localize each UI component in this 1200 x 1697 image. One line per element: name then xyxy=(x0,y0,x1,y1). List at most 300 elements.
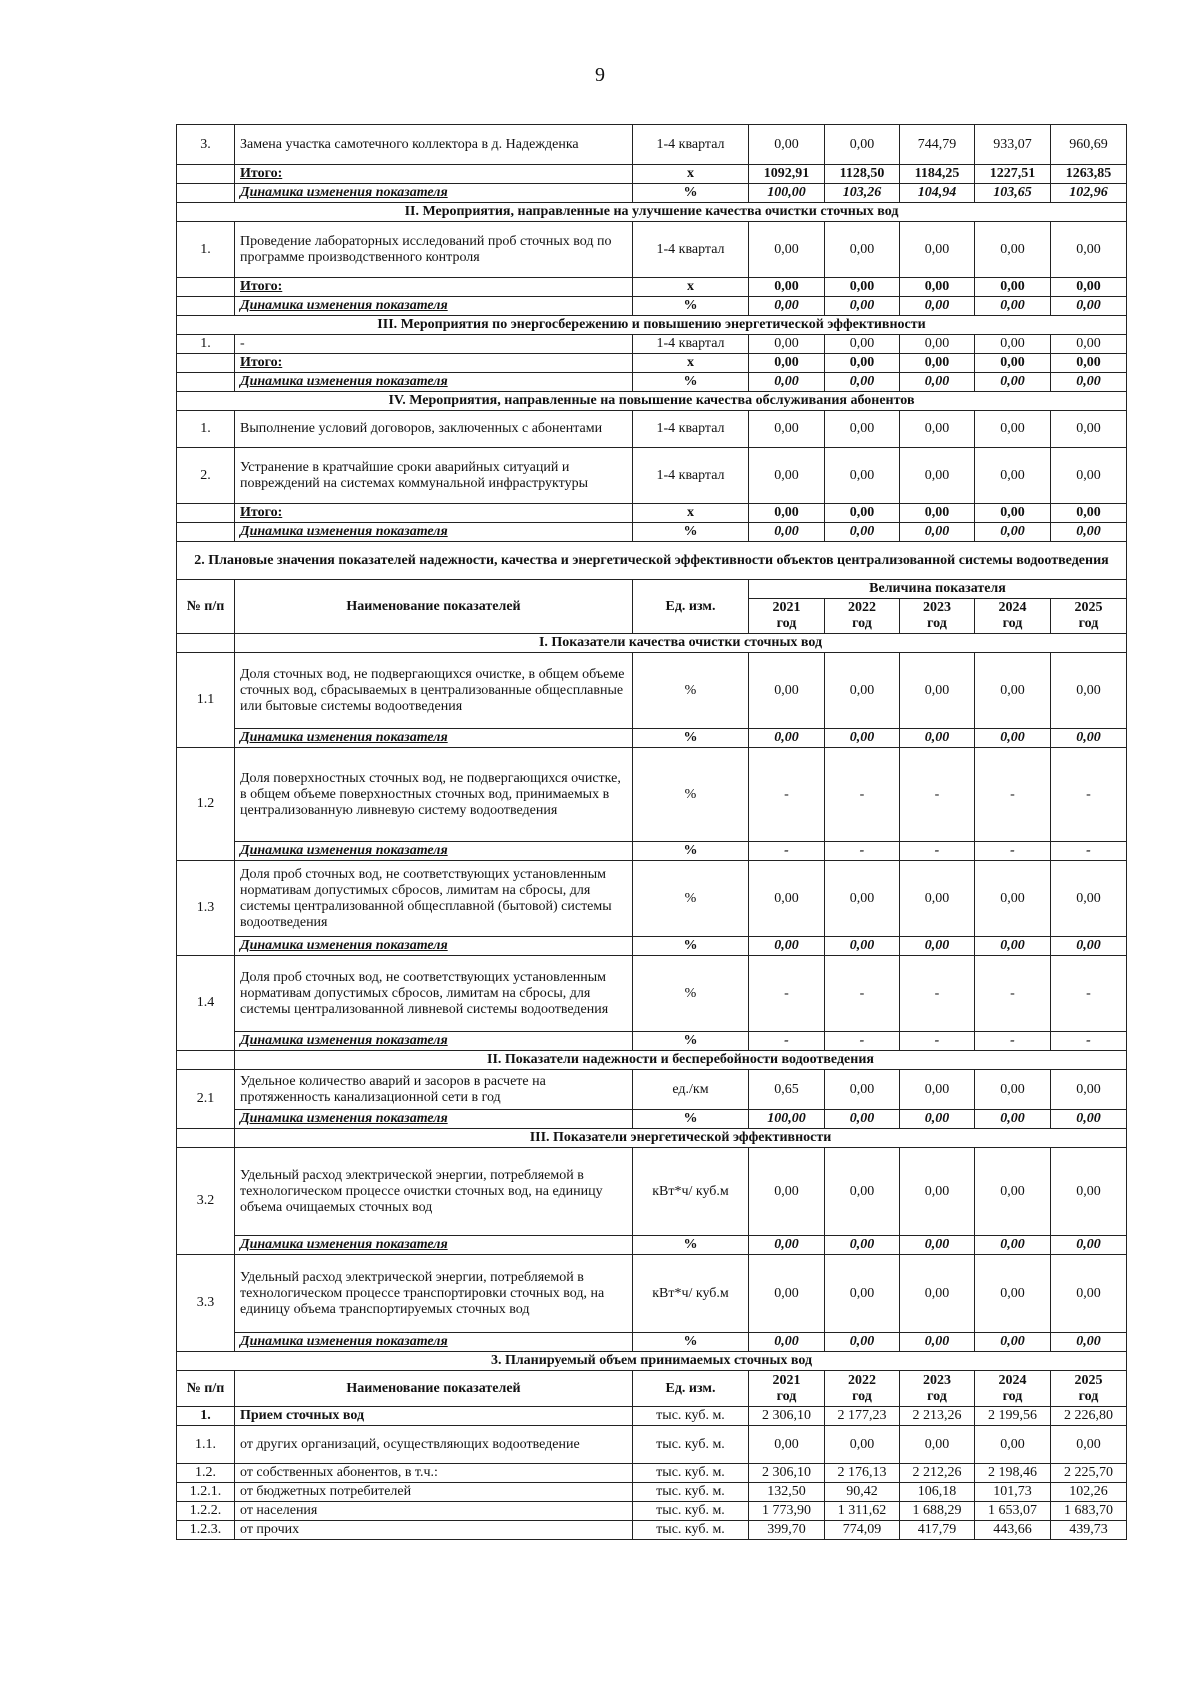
value-cell: 0,00 xyxy=(975,1110,1051,1129)
year-label: 2025 xyxy=(1074,600,1103,615)
table-row xyxy=(177,316,1127,335)
section-title: II. Показатели надежности и бесперебойности водоотведения xyxy=(235,1051,1127,1070)
value-cell: 0,00 xyxy=(749,278,825,297)
activity-name: - xyxy=(235,335,633,354)
value-cell: - xyxy=(975,748,1051,842)
total-label: Итого: xyxy=(235,165,633,184)
value-cell: 0,00 xyxy=(749,1236,825,1255)
value-cell: 0,00 xyxy=(975,1255,1051,1333)
indicator-number: 3.3 xyxy=(177,1255,235,1352)
year-word: год xyxy=(776,1388,797,1404)
value-cell: 0,00 xyxy=(975,373,1051,392)
value-cell: 399,70 xyxy=(749,1521,825,1540)
unit-cell: тыс. куб. м. xyxy=(633,1426,749,1464)
value-cell: 0,00 xyxy=(1051,373,1127,392)
value-cell: 0,00 xyxy=(900,861,975,937)
value-cell: 0,00 xyxy=(825,729,900,748)
part2-title: 2. Плановые значения показателей надежности, качества и энергетической эффективности объектов централизованной системы водоотведения xyxy=(177,542,1127,580)
value-cell: 1 653,07 xyxy=(975,1502,1051,1521)
empty-cell xyxy=(177,523,235,542)
value-cell: 0,00 xyxy=(749,523,825,542)
value-cell: - xyxy=(900,748,975,842)
table-row xyxy=(177,1464,1127,1483)
year-word: год xyxy=(852,1388,872,1404)
value-cell: 0,00 xyxy=(900,354,975,373)
value-cell: 0,00 xyxy=(825,861,900,937)
value-cell: - xyxy=(975,1032,1051,1051)
value-cell: 101,73 xyxy=(975,1483,1051,1502)
value-cell: 2 199,56 xyxy=(975,1407,1051,1426)
value-cell: 0,00 xyxy=(749,411,825,448)
indicator-name: Удельный расход электрической энергии, потребляемой в технологическом процессе очистки сточных вод, на единицу объема очищаемых сточных вод xyxy=(235,1148,633,1236)
value-cell: 0,00 xyxy=(900,729,975,748)
table-row xyxy=(177,580,1127,599)
value-cell: 0,00 xyxy=(900,222,975,278)
header-year xyxy=(900,1371,975,1407)
value-cell: 0,00 xyxy=(1051,297,1127,316)
value-cell: 2 226,80 xyxy=(1051,1407,1127,1426)
unit-cell: % xyxy=(633,748,749,842)
table-row xyxy=(177,729,1127,748)
value-cell: 0,00 xyxy=(975,653,1051,729)
period-cell: 1-4 квартал xyxy=(633,222,749,278)
total-label: Итого: xyxy=(235,354,633,373)
empty-cell xyxy=(177,297,235,316)
value-cell: 0,00 xyxy=(1051,937,1127,956)
unit-cell: % xyxy=(633,1333,749,1352)
table-row xyxy=(177,411,1127,448)
dynamics-label: Динамика изменения показателя xyxy=(235,842,633,861)
unit-cell: % xyxy=(633,861,749,937)
unit-cell: тыс. куб. м. xyxy=(633,1521,749,1540)
unit-cell: % xyxy=(633,184,749,203)
value-cell: 0,00 xyxy=(975,861,1051,937)
table-row xyxy=(177,125,1127,165)
table-row xyxy=(177,1521,1127,1540)
value-cell: 0,00 xyxy=(975,1333,1051,1352)
value-cell: 0,00 xyxy=(749,448,825,504)
value-cell: 0,00 xyxy=(1051,523,1127,542)
value-cell: 2 212,26 xyxy=(900,1464,975,1483)
value-cell: 2 225,70 xyxy=(1051,1464,1127,1483)
value-cell: 0,00 xyxy=(749,125,825,165)
section-title: I. Показатели качества очистки сточных вод xyxy=(235,634,1127,653)
empty-cell xyxy=(177,634,235,653)
table-row xyxy=(177,653,1127,729)
dynamics-label: Динамика изменения показателя xyxy=(235,1110,633,1129)
value-cell: - xyxy=(900,842,975,861)
value-cell: 103,26 xyxy=(825,184,900,203)
value-cell: 0,00 xyxy=(900,1110,975,1129)
value-cell: - xyxy=(749,748,825,842)
row-number: 1. xyxy=(177,1407,235,1426)
table-row xyxy=(177,297,1127,316)
indicator-name: Удельное количество аварий и засоров в расчете на протяженность канализационной сети в год xyxy=(235,1070,633,1110)
header-name: Наименование показателей xyxy=(235,580,633,634)
year-label: 2024 xyxy=(998,600,1027,615)
value-cell: 0,00 xyxy=(825,653,900,729)
value-cell: 2 213,26 xyxy=(900,1407,975,1426)
table-row xyxy=(177,1051,1127,1070)
header-year xyxy=(749,1371,825,1407)
value-cell: 0,00 xyxy=(900,335,975,354)
table-row xyxy=(177,1032,1127,1051)
value-cell: - xyxy=(749,1032,825,1051)
indicator-number: 3.2 xyxy=(177,1148,235,1255)
total-label: Итого: xyxy=(235,504,633,523)
value-cell: 0,00 xyxy=(975,1236,1051,1255)
value-cell: 0,00 xyxy=(975,1426,1051,1464)
unit-cell: кВт*ч/ куб.м xyxy=(633,1255,749,1333)
value-cell: 1 773,90 xyxy=(749,1502,825,1521)
table-row xyxy=(177,634,1127,653)
value-cell: 1128,50 xyxy=(825,165,900,184)
value-cell: 443,66 xyxy=(975,1521,1051,1540)
total-label: Итого: xyxy=(235,278,633,297)
table-row xyxy=(177,373,1127,392)
section-title: IV. Мероприятия, направленные на повышение качества обслуживания абонентов xyxy=(177,392,1127,411)
section-title: III. Мероприятия по энергосбережению и повышению энергетической эффективности xyxy=(177,316,1127,335)
unit-cell: тыс. куб. м. xyxy=(633,1407,749,1426)
value-cell: 1 311,62 xyxy=(825,1502,900,1521)
value-cell: 0,00 xyxy=(900,297,975,316)
header-num: № п/п xyxy=(177,580,235,634)
value-cell: - xyxy=(1051,842,1127,861)
activity-name: Замена участка самотечного коллектора в д. Надежденка xyxy=(235,125,633,165)
year-word: год xyxy=(927,1388,947,1404)
year-word: год xyxy=(927,616,947,631)
empty-cell xyxy=(177,184,235,203)
value-cell: 0,00 xyxy=(825,1255,900,1333)
volume-name: от бюджетных потребителей xyxy=(235,1483,633,1502)
value-cell: - xyxy=(1051,1032,1127,1051)
year-label: 2021 xyxy=(772,600,801,615)
value-cell: - xyxy=(825,956,900,1032)
table-row xyxy=(177,165,1127,184)
document-table xyxy=(176,124,1127,1540)
value-cell: 0,00 xyxy=(1051,1148,1127,1236)
table-row xyxy=(177,504,1127,523)
value-cell: 0,00 xyxy=(749,937,825,956)
activity-name: Проведение лабораторных исследований проб сточных вод по программе производственного контроля xyxy=(235,222,633,278)
value-cell: 1092,91 xyxy=(749,165,825,184)
year-label: 2025 xyxy=(1074,1372,1103,1388)
value-cell: 0,00 xyxy=(749,1255,825,1333)
unit-cell: тыс. куб. м. xyxy=(633,1502,749,1521)
value-cell: 0,00 xyxy=(1051,653,1127,729)
unit-cell: % xyxy=(633,937,749,956)
table-row xyxy=(177,1502,1127,1521)
value-cell: 0,00 xyxy=(975,1148,1051,1236)
period-cell: 1-4 квартал xyxy=(633,448,749,504)
value-cell: 0,00 xyxy=(1051,354,1127,373)
header-unit: Ед. изм. xyxy=(633,1371,749,1407)
value-cell: 0,00 xyxy=(825,1333,900,1352)
period-cell: 1-4 квартал xyxy=(633,335,749,354)
unit-cell: % xyxy=(633,842,749,861)
unit-cell: ед./км xyxy=(633,1070,749,1110)
year-word: год xyxy=(776,616,797,631)
unit-cell: % xyxy=(633,653,749,729)
value-cell: 2 306,10 xyxy=(749,1407,825,1426)
header-year xyxy=(975,1371,1051,1407)
value-cell: 0,00 xyxy=(1051,861,1127,937)
unit-cell: % xyxy=(633,1236,749,1255)
value-cell: 0,00 xyxy=(825,1110,900,1129)
period-cell: 1-4 квартал xyxy=(633,411,749,448)
value-cell: 0,00 xyxy=(749,1426,825,1464)
value-cell: 0,00 xyxy=(1051,504,1127,523)
value-cell: 2 177,23 xyxy=(825,1407,900,1426)
value-cell: 0,00 xyxy=(975,937,1051,956)
table-row xyxy=(177,1352,1127,1371)
value-cell: 0,00 xyxy=(900,448,975,504)
value-cell: 0,00 xyxy=(900,1070,975,1110)
value-cell: 0,00 xyxy=(1051,1236,1127,1255)
value-cell: 0,00 xyxy=(749,373,825,392)
value-cell: 0,00 xyxy=(749,1333,825,1352)
year-word: год xyxy=(852,616,872,631)
empty-cell xyxy=(177,165,235,184)
row-number: 1.2. xyxy=(177,1464,235,1483)
volume-name: от прочих xyxy=(235,1521,633,1540)
unit-cell: тыс. куб. м. xyxy=(633,1464,749,1483)
value-cell: 0,00 xyxy=(1051,1255,1127,1333)
value-cell: 0,00 xyxy=(900,523,975,542)
table-row xyxy=(177,1129,1127,1148)
value-cell: 0,00 xyxy=(975,504,1051,523)
dynamics-label: Динамика изменения показателя xyxy=(235,373,633,392)
value-cell: 0,00 xyxy=(825,523,900,542)
unit-cell: x xyxy=(633,165,749,184)
value-cell: - xyxy=(900,956,975,1032)
value-cell: 1184,25 xyxy=(900,165,975,184)
dynamics-label: Динамика изменения показателя xyxy=(235,1236,633,1255)
value-cell: 0,00 xyxy=(749,729,825,748)
value-cell: 0,00 xyxy=(975,411,1051,448)
indicator-number: 1.2 xyxy=(177,748,235,861)
value-cell: 0,00 xyxy=(975,297,1051,316)
value-cell: 2 176,13 xyxy=(825,1464,900,1483)
table-row xyxy=(177,1255,1127,1333)
value-cell: - xyxy=(1051,956,1127,1032)
indicator-name: Удельный расход электрической энергии, потребляемой в технологическом процессе транспортировки сточных вод, на единицу объема транспортируемых сточных вод xyxy=(235,1255,633,1333)
table-row xyxy=(177,748,1127,842)
dynamics-label: Динамика изменения показателя xyxy=(235,1032,633,1051)
volume-name: от населения xyxy=(235,1502,633,1521)
value-cell: 0,00 xyxy=(1051,448,1127,504)
value-cell: 102,26 xyxy=(1051,1483,1127,1502)
empty-cell xyxy=(177,1129,235,1148)
dynamics-label: Динамика изменения показателя xyxy=(235,184,633,203)
header-unit: Ед. изм. xyxy=(633,580,749,634)
page-number: 9 xyxy=(595,64,605,86)
header-year xyxy=(900,599,975,634)
value-cell: 0,00 xyxy=(825,1426,900,1464)
value-cell: 0,00 xyxy=(825,448,900,504)
indicator-name: Доля проб сточных вод, не соответствующих установленным нормативам допустимых сбросов, лимитам на сбросы, для системы централизованной ливневой системы водоотведения xyxy=(235,956,633,1032)
row-number: 1.2.3. xyxy=(177,1521,235,1540)
indicator-number: 1.3 xyxy=(177,861,235,956)
table-row xyxy=(177,1407,1127,1426)
value-cell: - xyxy=(900,1032,975,1051)
unit-cell: % xyxy=(633,297,749,316)
value-cell: 0,00 xyxy=(1051,335,1127,354)
year-label: 2023 xyxy=(923,600,951,615)
value-cell: 0,00 xyxy=(900,653,975,729)
value-cell: 0,00 xyxy=(900,937,975,956)
value-cell: 0,00 xyxy=(825,937,900,956)
year-word: год xyxy=(1078,1388,1099,1404)
part3-title: 3. Планируемый объем принимаемых сточных вод xyxy=(177,1352,1127,1371)
table-row xyxy=(177,956,1127,1032)
value-cell: 0,00 xyxy=(900,1236,975,1255)
unit-cell: x xyxy=(633,354,749,373)
value-cell: 0,00 xyxy=(825,335,900,354)
table-row xyxy=(177,937,1127,956)
unit-cell: % xyxy=(633,523,749,542)
table-row xyxy=(177,278,1127,297)
value-cell: 0,00 xyxy=(825,297,900,316)
table-row xyxy=(177,222,1127,278)
value-cell: 0,00 xyxy=(975,222,1051,278)
value-cell: 0,00 xyxy=(900,278,975,297)
value-cell: 106,18 xyxy=(900,1483,975,1502)
indicator-number: 1.1 xyxy=(177,653,235,748)
value-cell: 103,65 xyxy=(975,184,1051,203)
row-number: 1. xyxy=(177,222,235,278)
activity-name: Устранение в кратчайшие сроки аварийных ситуаций и повреждений на системах коммунальной инфраструктуры xyxy=(235,448,633,504)
value-cell: 0,00 xyxy=(900,504,975,523)
value-cell: 0,00 xyxy=(1051,1110,1127,1129)
value-cell: 0,00 xyxy=(1051,1070,1127,1110)
table-row xyxy=(177,392,1127,411)
value-cell: 0,00 xyxy=(825,504,900,523)
unit-cell: % xyxy=(633,373,749,392)
year-label: 2024 xyxy=(998,1372,1027,1388)
table-row xyxy=(177,1236,1127,1255)
period-cell: 1-4 квартал xyxy=(633,125,749,165)
value-cell: 0,00 xyxy=(1051,278,1127,297)
value-cell: 0,00 xyxy=(900,411,975,448)
empty-cell xyxy=(177,504,235,523)
value-cell: 0,65 xyxy=(749,1070,825,1110)
unit-cell: x xyxy=(633,504,749,523)
value-cell: 1 683,70 xyxy=(1051,1502,1127,1521)
header-year xyxy=(1051,1371,1127,1407)
value-cell: - xyxy=(825,748,900,842)
value-cell: 0,00 xyxy=(749,354,825,373)
value-cell: - xyxy=(975,842,1051,861)
value-cell: 1263,85 xyxy=(1051,165,1127,184)
value-cell: 0,00 xyxy=(749,504,825,523)
table-row xyxy=(177,861,1127,937)
value-cell: 0,00 xyxy=(825,1236,900,1255)
value-cell: 0,00 xyxy=(825,125,900,165)
year-label: 2022 xyxy=(848,1372,876,1388)
value-cell: 132,50 xyxy=(749,1483,825,1502)
header-year xyxy=(975,599,1051,634)
volume-name: от собственных абонентов, в т.ч.: xyxy=(235,1464,633,1483)
value-cell: - xyxy=(749,956,825,1032)
row-number: 1.2.2. xyxy=(177,1502,235,1521)
value-cell: 439,73 xyxy=(1051,1521,1127,1540)
value-cell: 90,42 xyxy=(825,1483,900,1502)
value-cell: - xyxy=(825,1032,900,1051)
section-title: III. Показатели энергетической эффективности xyxy=(235,1129,1127,1148)
table-row xyxy=(177,542,1127,580)
value-cell: 0,00 xyxy=(1051,222,1127,278)
table-row xyxy=(177,1483,1127,1502)
value-cell: 102,96 xyxy=(1051,184,1127,203)
indicator-number: 1.4 xyxy=(177,956,235,1051)
value-cell: 2 306,10 xyxy=(749,1464,825,1483)
table-row xyxy=(177,184,1127,203)
value-cell: 933,07 xyxy=(975,125,1051,165)
row-number: 1. xyxy=(177,411,235,448)
value-cell: 0,00 xyxy=(975,1070,1051,1110)
header-group: Величина показателя xyxy=(749,580,1127,599)
unit-cell: кВт*ч/ куб.м xyxy=(633,1148,749,1236)
header-year xyxy=(749,599,825,634)
value-cell: 100,00 xyxy=(749,184,825,203)
dynamics-label: Динамика изменения показателя xyxy=(235,1333,633,1352)
row-number: 1.1. xyxy=(177,1426,235,1464)
value-cell: 0,00 xyxy=(900,373,975,392)
dynamics-label: Динамика изменения показателя xyxy=(235,523,633,542)
volume-name: от других организаций, осуществляющих водоотведение xyxy=(235,1426,633,1464)
header-year xyxy=(825,599,900,634)
volume-name: Прием сточных вод xyxy=(235,1407,633,1426)
year-word: год xyxy=(1078,616,1099,631)
value-cell: 0,00 xyxy=(749,653,825,729)
row-number: 3. xyxy=(177,125,235,165)
value-cell: 100,00 xyxy=(749,1110,825,1129)
value-cell: 0,00 xyxy=(749,1148,825,1236)
row-number: 2. xyxy=(177,448,235,504)
value-cell: 0,00 xyxy=(975,278,1051,297)
value-cell: 744,79 xyxy=(900,125,975,165)
row-number: 1. xyxy=(177,335,235,354)
empty-cell xyxy=(177,278,235,297)
unit-cell: тыс. куб. м. xyxy=(633,1483,749,1502)
table-row xyxy=(177,842,1127,861)
header-year xyxy=(1051,599,1127,634)
dynamics-label: Динамика изменения показателя xyxy=(235,297,633,316)
value-cell: 0,00 xyxy=(825,278,900,297)
year-word: год xyxy=(1002,616,1023,631)
indicator-number: 2.1 xyxy=(177,1070,235,1129)
year-label: 2021 xyxy=(772,1372,801,1388)
unit-cell: % xyxy=(633,729,749,748)
header-num: № п/п xyxy=(177,1371,235,1407)
value-cell: 0,00 xyxy=(749,222,825,278)
activity-name: Выполнение условий договоров, заключенных с абонентами xyxy=(235,411,633,448)
value-cell: 417,79 xyxy=(900,1521,975,1540)
indicator-name: Доля сточных вод, не подвергающихся очистке, в общем объеме сточных вод, сбрасываемых в централизованные общесплавные или бытовые системы водоотведения xyxy=(235,653,633,729)
value-cell: 0,00 xyxy=(749,335,825,354)
value-cell: 0,00 xyxy=(825,222,900,278)
value-cell: 0,00 xyxy=(1051,411,1127,448)
value-cell: 1 688,29 xyxy=(900,1502,975,1521)
row-number: 1.2.1. xyxy=(177,1483,235,1502)
empty-cell xyxy=(177,373,235,392)
value-cell: - xyxy=(1051,748,1127,842)
value-cell: 0,00 xyxy=(749,297,825,316)
unit-cell: % xyxy=(633,1110,749,1129)
table-row xyxy=(177,1426,1127,1464)
table-row xyxy=(177,1371,1127,1407)
